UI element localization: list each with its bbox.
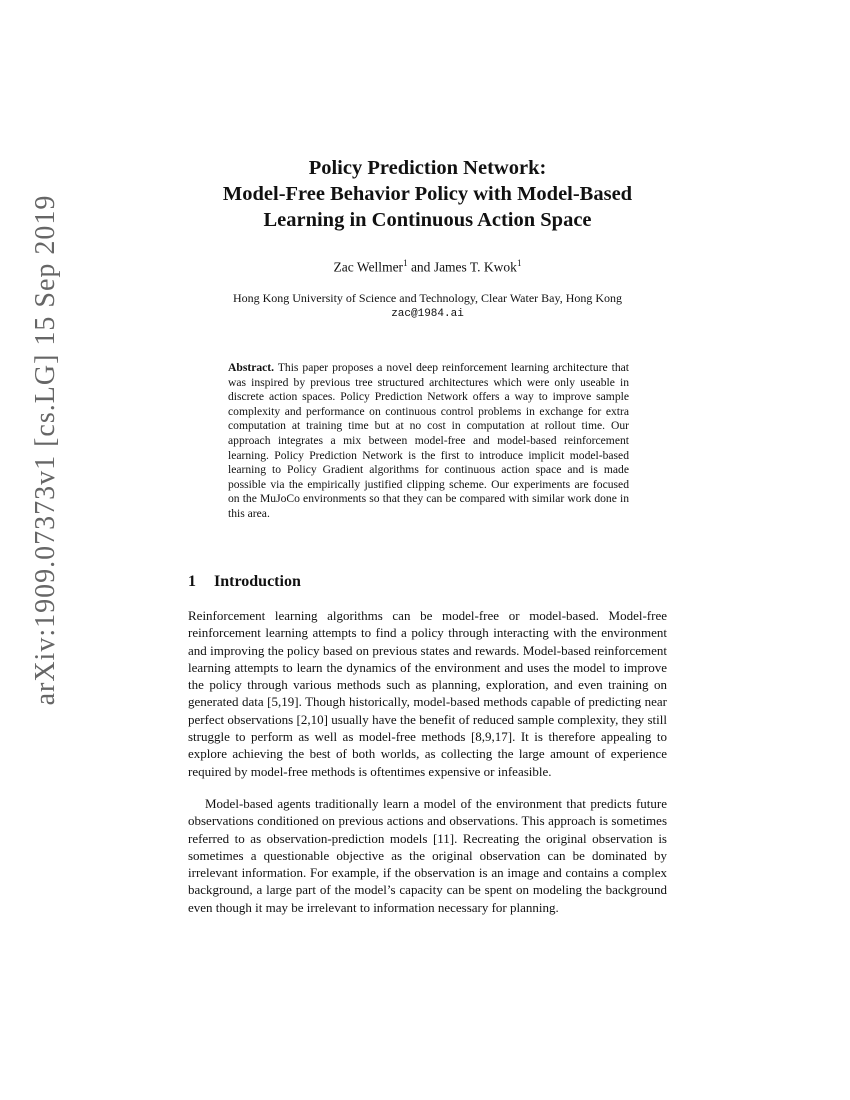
author-list	[150, 258, 705, 276]
affiliation-marker: 1	[403, 258, 408, 268]
abstract	[228, 361, 629, 522]
author-name: Zac Wellmer	[333, 259, 404, 275]
paper-title	[150, 155, 705, 233]
title-line: Learning in Continuous Action Space	[263, 209, 592, 231]
arxiv-identifier: arXiv:1909.07373v1 [cs.LG] 15 Sep 2019	[30, 194, 61, 706]
abstract-text: This paper proposes a novel deep reinforcement learning architecture that was inspired by previous tree structured architectures which were only useable in discrete action spaces. Policy Prediction Network offers a way to improve sample complexity and performance on continuous control problems in exchange for extra computation at training time but at no cost in computation at rollout time. Our approach integrates a mix between model-free and model-based reinforcement learning. Policy Prediction Network is the first to introduce implicit model-based learning to Policy Gradient algorithms for continuous action space and is made possible via the empirically justified clipping scheme. Our experiments are focused on the MuJoCo environments so that they can be compared with similar work done in this area.	[228, 361, 629, 520]
affiliation: Hong Kong University of Science and Technology, Clear Water Bay, Hong Kong	[232, 291, 623, 305]
author-email: zac@1984.ai	[391, 308, 464, 320]
section-heading	[188, 573, 301, 591]
author-conjunction: and	[407, 259, 434, 275]
affiliation-block	[150, 290, 705, 322]
section-number: 1	[188, 573, 196, 590]
title-line: Policy Prediction Network:	[308, 157, 547, 179]
abstract-label: Abstract.	[228, 361, 275, 374]
section-title: Introduction	[214, 573, 301, 590]
body-paragraph: Reinforcement learning algorithms can be model-free or model-based. Model-free reinforcement learning attempts to find a policy through interacting with the environment and improving the policy based on previous states and rewards. Model-based reinforcement learning attempts to learn the dynamics of the environment and uses the model to improve the policy through various methods such as planning, exploration, and even training on generated data [5,19]. Though historically, model-based methods capable of predicting near perfect observations [2,10] usually have the benefit of reduced sample complexity, they still struggle to perform as well as model-free methods [8,9,17]. It is therefore appealing to explore achieving the best of both worlds, as collecting the large amount of experience required by model-free methods is oftentimes expensive or infeasible.	[188, 608, 667, 779]
title-line: Model-Free Behavior Policy with Model-Based	[222, 183, 633, 205]
author-name: James T. Kwok	[433, 259, 517, 275]
affiliation-marker: 1	[516, 258, 522, 268]
body-paragraph: Model-based agents traditionally learn a model of the environment that predicts future observations conditioned on previous actions and observations. This approach is sometimes referred to as observation-prediction models [11]. Recreating the original observation is sometimes a questionable objective as the original observation can be dominated by irrelevant information. For example, if the observation is an image and contains a complex background, a large part of the model’s capacity can be spent on modeling the background even though it may be irrelevant to information necessary for planning.	[188, 796, 667, 915]
